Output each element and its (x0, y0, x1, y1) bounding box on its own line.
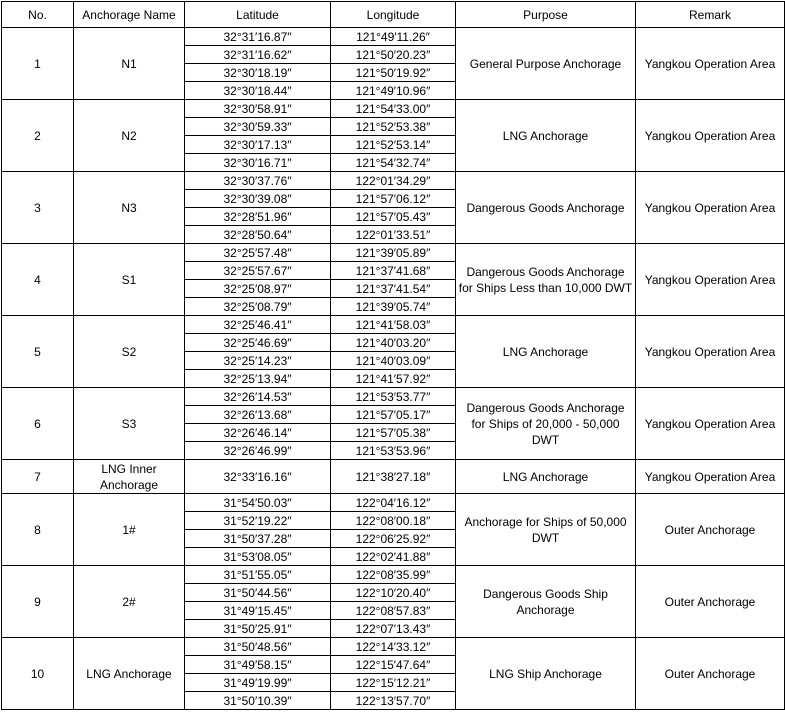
purpose-cell: Dangerous Goods Anchorage for Ships of 20,000 - 50,000 DWT (456, 388, 636, 460)
latitude-cell: 32°25′08.79″ (185, 298, 331, 316)
header-row (2, 2, 785, 28)
latitude-cell: 31°50′37.28″ (185, 530, 331, 548)
row-number: 2 (2, 100, 74, 172)
remark-cell: Yangkou Operation Area (636, 244, 785, 316)
latitude-cell: 31°50′48.56″ (185, 638, 331, 656)
longitude-cell: 122°07′13.43″ (331, 620, 456, 638)
remark-cell: Yangkou Operation Area (636, 460, 785, 494)
anchorage-name: S2 (74, 316, 185, 388)
purpose-cell: Anchorage for Ships of 50,000 DWT (456, 494, 636, 566)
latitude-cell: 32°25′46.41″ (185, 316, 331, 334)
latitude-cell: 32°26′13.68″ (185, 406, 331, 424)
longitude-cell: 121°53′53.96″ (331, 442, 456, 460)
row-number: 7 (2, 460, 74, 494)
longitude-cell: 121°39′05.89″ (331, 244, 456, 262)
latitude-cell: 32°26′14.53″ (185, 388, 331, 406)
longitude-cell: 122°15′12.21″ (331, 674, 456, 692)
longitude-cell: 121°41′57.92″ (331, 370, 456, 388)
purpose-cell: General Purpose Anchorage (456, 28, 636, 100)
latitude-cell: 32°30′58.91″ (185, 100, 331, 118)
latitude-cell: 32°26′46.99″ (185, 442, 331, 460)
longitude-cell: 121°54′33.00″ (331, 100, 456, 118)
remark-cell: Outer Anchorage (636, 494, 785, 566)
longitude-cell: 121°40′03.09″ (331, 352, 456, 370)
remark-cell: Yangkou Operation Area (636, 172, 785, 244)
longitude-cell: 121°41′58.03″ (331, 316, 456, 334)
table-row (2, 566, 785, 584)
table-row (2, 460, 785, 494)
latitude-cell: 32°26′46.14″ (185, 424, 331, 442)
table-row (2, 388, 785, 406)
anchorage-name: N1 (74, 28, 185, 100)
row-number: 8 (2, 494, 74, 566)
header-no: No. (2, 2, 74, 28)
remark-cell: Yangkou Operation Area (636, 100, 785, 172)
latitude-cell: 31°51′55.05″ (185, 566, 331, 584)
purpose-cell: Dangerous Goods Ship Anchorage (456, 566, 636, 638)
table-row (2, 316, 785, 334)
longitude-cell: 122°14′33.12″ (331, 638, 456, 656)
purpose-cell: LNG Anchorage (456, 460, 636, 494)
latitude-cell: 32°25′08.97″ (185, 280, 331, 298)
longitude-cell: 121°40′03.20″ (331, 334, 456, 352)
table-header (2, 2, 785, 28)
purpose-cell: LNG Anchorage (456, 100, 636, 172)
latitude-cell: 32°30′39.08″ (185, 190, 331, 208)
longitude-cell: 121°50′20.23″ (331, 46, 456, 64)
latitude-cell: 32°25′46.69″ (185, 334, 331, 352)
longitude-cell: 121°54′32.74″ (331, 154, 456, 172)
anchorage-name: LNG Inner Anchorage (74, 460, 185, 494)
longitude-cell: 121°37′41.54″ (331, 280, 456, 298)
table-row (2, 244, 785, 262)
longitude-cell: 121°50′19.92″ (331, 64, 456, 82)
latitude-cell: 32°30′18.19″ (185, 64, 331, 82)
latitude-cell: 31°50′10.39″ (185, 692, 331, 710)
table-row (2, 100, 785, 118)
remark-cell: Yangkou Operation Area (636, 28, 785, 100)
latitude-cell: 32°30′59.33″ (185, 118, 331, 136)
remark-cell: Yangkou Operation Area (636, 316, 785, 388)
longitude-cell: 122°08′00.18″ (331, 512, 456, 530)
row-number: 4 (2, 244, 74, 316)
row-number: 10 (2, 638, 74, 710)
latitude-cell: 31°54′50.03″ (185, 494, 331, 512)
longitude-cell: 121°38′27.18″ (331, 460, 456, 494)
header-latitude: Latitude (185, 2, 331, 28)
latitude-cell: 32°25′57.67″ (185, 262, 331, 280)
latitude-cell: 31°50′25.91″ (185, 620, 331, 638)
latitude-cell: 32°33′16.16″ (185, 460, 331, 494)
anchorage-name: 2# (74, 566, 185, 638)
header-purpose: Purpose (456, 2, 636, 28)
anchorage-name: S3 (74, 388, 185, 460)
longitude-cell: 121°57′05.38″ (331, 424, 456, 442)
anchorage-name: N3 (74, 172, 185, 244)
longitude-cell: 122°04′16.12″ (331, 494, 456, 512)
longitude-cell: 122°08′57.83″ (331, 602, 456, 620)
row-number: 6 (2, 388, 74, 460)
anchorage-name: 1# (74, 494, 185, 566)
purpose-cell: Dangerous Goods Anchorage (456, 172, 636, 244)
latitude-cell: 31°50′44.56″ (185, 584, 331, 602)
latitude-cell: 31°53′08.05″ (185, 548, 331, 566)
table-body (2, 28, 785, 710)
table-row (2, 28, 785, 46)
latitude-cell: 31°49′58.15″ (185, 656, 331, 674)
anchorage-table (1, 1, 785, 710)
table-row (2, 172, 785, 190)
anchorage-name: N2 (74, 100, 185, 172)
longitude-cell: 122°06′25.92″ (331, 530, 456, 548)
longitude-cell: 121°53′53.77″ (331, 388, 456, 406)
latitude-cell: 31°49′19.99″ (185, 674, 331, 692)
longitude-cell: 122°13′57.70″ (331, 692, 456, 710)
longitude-cell: 121°57′05.43″ (331, 208, 456, 226)
longitude-cell: 121°49′11.26″ (331, 28, 456, 46)
latitude-cell: 32°31′16.87″ (185, 28, 331, 46)
row-number: 1 (2, 28, 74, 100)
longitude-cell: 121°52′53.38″ (331, 118, 456, 136)
latitude-cell: 32°30′18.44″ (185, 82, 331, 100)
longitude-cell: 122°08′35.99″ (331, 566, 456, 584)
latitude-cell: 32°25′13.94″ (185, 370, 331, 388)
latitude-cell: 32°31′16.62″ (185, 46, 331, 64)
anchorage-name: LNG Anchorage (74, 638, 185, 710)
remark-cell: Outer Anchorage (636, 638, 785, 710)
table-row (2, 638, 785, 656)
header-anchorage-name: Anchorage Name (74, 2, 185, 28)
latitude-cell: 31°49′15.45″ (185, 602, 331, 620)
longitude-cell: 121°57′06.12″ (331, 190, 456, 208)
latitude-cell: 32°30′37.76″ (185, 172, 331, 190)
longitude-cell: 121°52′53.14″ (331, 136, 456, 154)
latitude-cell: 31°52′19.22″ (185, 512, 331, 530)
latitude-cell: 32°25′14.23″ (185, 352, 331, 370)
longitude-cell: 122°10′20.40″ (331, 584, 456, 602)
longitude-cell: 122°01′33.51″ (331, 226, 456, 244)
row-number: 3 (2, 172, 74, 244)
longitude-cell: 122°01′34.29″ (331, 172, 456, 190)
purpose-cell: Dangerous Goods Anchorage for Ships Less than 10,000 DWT (456, 244, 636, 316)
longitude-cell: 121°49′10.96″ (331, 82, 456, 100)
anchorage-name: S1 (74, 244, 185, 316)
latitude-cell: 32°28′51.96″ (185, 208, 331, 226)
longitude-cell: 122°02′41.88″ (331, 548, 456, 566)
latitude-cell: 32°30′17.13″ (185, 136, 331, 154)
longitude-cell: 121°37′41.68″ (331, 262, 456, 280)
header-longitude: Longitude (331, 2, 456, 28)
longitude-cell: 121°39′05.74″ (331, 298, 456, 316)
latitude-cell: 32°25′57.48″ (185, 244, 331, 262)
latitude-cell: 32°30′16.71″ (185, 154, 331, 172)
table-row (2, 494, 785, 512)
row-number: 5 (2, 316, 74, 388)
header-remark: Remark (636, 2, 785, 28)
remark-cell: Outer Anchorage (636, 566, 785, 638)
remark-cell: Yangkou Operation Area (636, 388, 785, 460)
purpose-cell: LNG Anchorage (456, 316, 636, 388)
longitude-cell: 122°15′47.64″ (331, 656, 456, 674)
longitude-cell: 121°57′05.17″ (331, 406, 456, 424)
row-number: 9 (2, 566, 74, 638)
latitude-cell: 32°28′50.64″ (185, 226, 331, 244)
purpose-cell: LNG Ship Anchorage (456, 638, 636, 710)
